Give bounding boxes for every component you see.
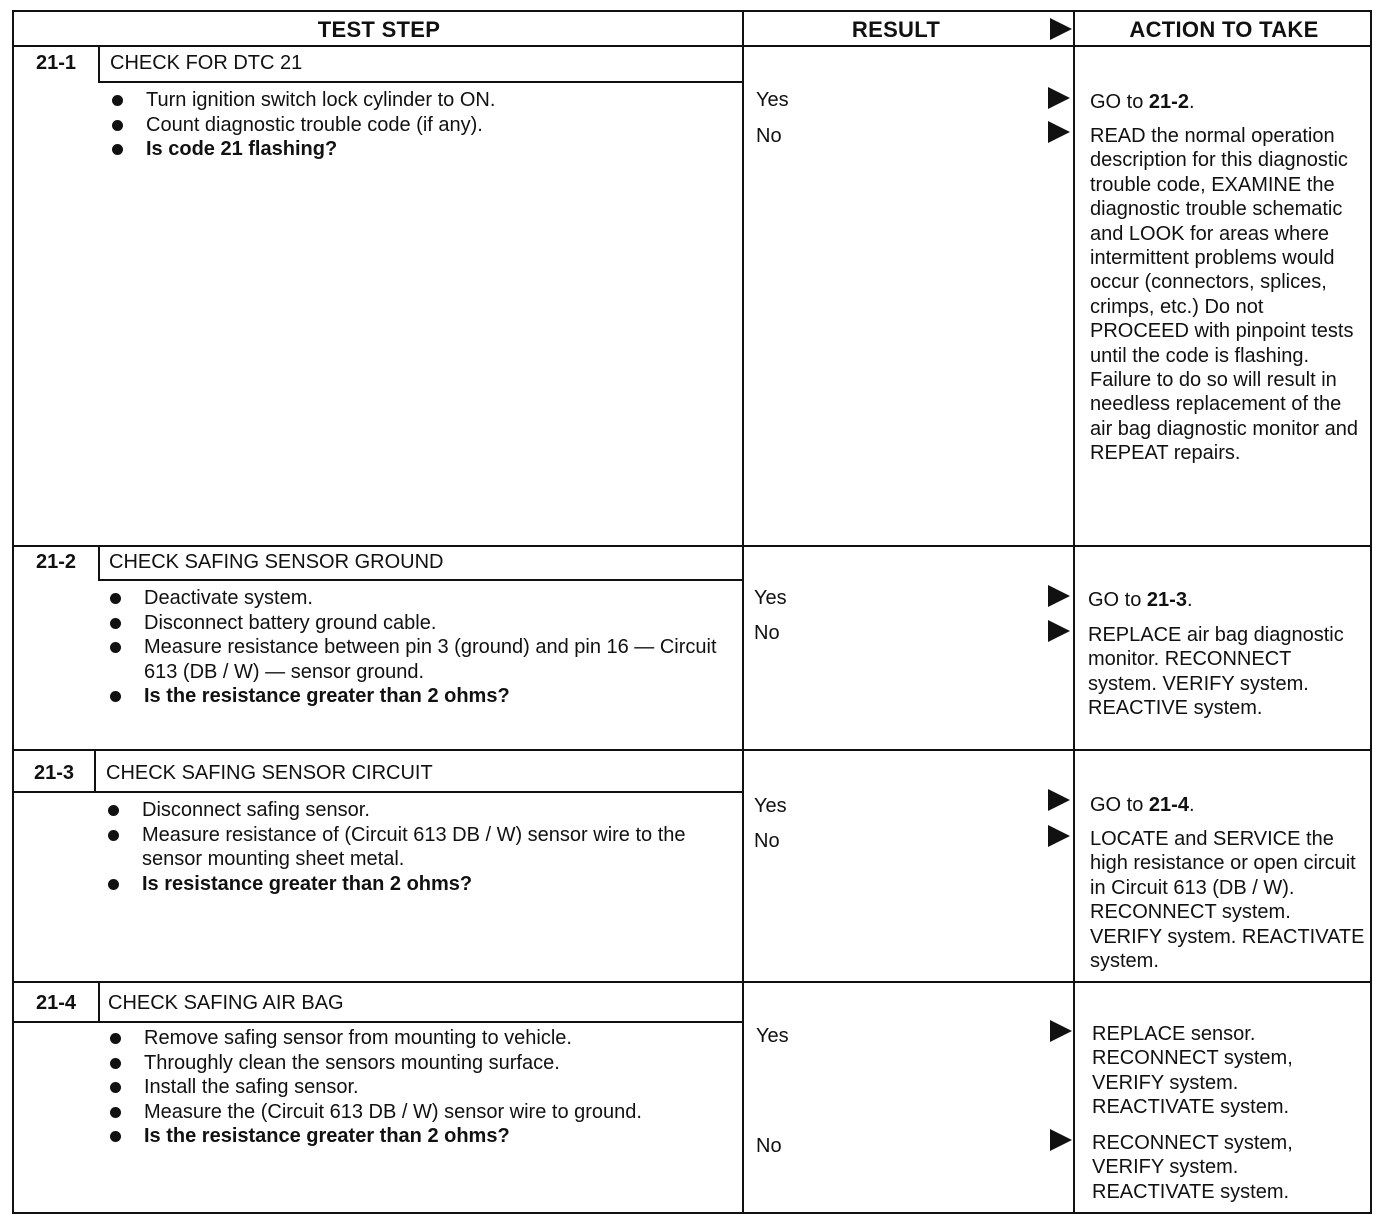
list-item: Measure resistance of (Circuit 613 DB / W) sensor wire to the sensor mounting sheet metal. <box>106 823 706 872</box>
diagnostic-table <box>12 10 1372 1214</box>
step-number: 21-1 <box>35 52 77 74</box>
step-bullets <box>108 1026 688 1149</box>
divider <box>94 750 96 792</box>
action-no: RECONNECT system, VERIFY system. REACTIVATE system. <box>1092 1132 1293 1203</box>
action-no: REPLACE air bag diagnostic monitor. RECONNECT system. VERIFY system. REACTIVE system. <box>1088 624 1344 720</box>
list-item: Remove safing sensor from mounting to vehicle. <box>108 1026 688 1051</box>
step-title: CHECK SAFING SENSOR GROUND <box>109 551 444 573</box>
header-result: RESULT <box>851 17 941 42</box>
result-yes: Yes <box>754 795 787 817</box>
list-item: Turn ignition switch lock cylinder to ON. <box>110 88 730 113</box>
step-title: CHECK SAFING AIR BAG <box>108 992 344 1014</box>
divider <box>14 1021 742 1023</box>
step-link: 21-4 <box>1148 794 1189 816</box>
result-no: No <box>754 622 780 644</box>
step-question: Is resistance greater than 2 ohms? <box>106 872 706 897</box>
list-item: Disconnect battery ground cable. <box>108 611 718 636</box>
divider <box>14 749 1372 751</box>
result-no: No <box>754 830 780 852</box>
step-link: 21-3 <box>1146 589 1187 611</box>
step-question: Is the resistance greater than 2 ohms? <box>108 1124 688 1149</box>
action-text: . <box>1188 794 1195 816</box>
divider <box>1073 12 1075 1214</box>
action-yes: REPLACE sensor. RECONNECT system, VERIFY system. REACTIVATE system. <box>1092 1023 1293 1119</box>
list-item: Disconnect safing sensor. <box>106 798 706 823</box>
step-title: CHECK FOR DTC 21 <box>110 52 303 74</box>
action-text: . <box>1186 589 1193 611</box>
result-no: No <box>756 1135 782 1157</box>
step-link: 21-2 <box>1148 91 1189 113</box>
divider <box>98 81 742 83</box>
step-title: CHECK SAFING SENSOR CIRCUIT <box>106 762 433 784</box>
step-number: 21-2 <box>35 551 77 573</box>
result-yes: Yes <box>756 1025 789 1047</box>
action-text: GO to <box>1088 589 1147 611</box>
arrow-icon <box>1048 121 1070 143</box>
list-item: Deactivate system. <box>108 586 718 611</box>
divider <box>14 791 742 793</box>
arrow-icon <box>1048 825 1070 847</box>
step-bullets <box>108 586 718 709</box>
step-question: Is code 21 flashing? <box>110 137 730 162</box>
action-text: . <box>1188 91 1195 113</box>
step-bullets <box>106 798 706 896</box>
action-text: GO to <box>1090 91 1149 113</box>
arrow-icon <box>1048 585 1070 607</box>
divider <box>14 545 1372 547</box>
action-yes <box>1088 588 1364 612</box>
divider <box>14 981 1372 983</box>
action-yes <box>1090 793 1366 817</box>
divider <box>98 546 100 580</box>
divider <box>98 982 100 1022</box>
result-yes: Yes <box>754 587 787 609</box>
action-yes <box>1090 90 1366 114</box>
header-test-step: TEST STEP <box>317 17 441 42</box>
step-question: Is the resistance greater than 2 ohms? <box>108 684 718 709</box>
step-number: 21-4 <box>35 992 77 1014</box>
arrow-icon <box>1048 620 1070 642</box>
arrow-icon <box>1050 1129 1072 1151</box>
divider <box>14 45 1372 47</box>
action-text: GO to <box>1090 794 1149 816</box>
result-yes: Yes <box>756 89 789 111</box>
list-item: Measure resistance between pin 3 (ground) and pin 16 — Circuit 613 (DB / W) — sensor ground. <box>108 635 718 684</box>
action-no: LOCATE and SERVICE the high resistance or open circuit in Circuit 613 (DB / W). RECONNECT system. VERIFY system. REACTIVATE system. <box>1090 828 1365 973</box>
arrow-icon <box>1048 87 1070 109</box>
result-no: No <box>756 125 782 147</box>
list-item: Throughly clean the sensors mounting surface. <box>108 1051 688 1076</box>
list-item: Count diagnostic trouble code (if any). <box>110 113 730 138</box>
list-item: Install the safing sensor. <box>108 1075 688 1100</box>
step-number: 21-3 <box>33 762 75 784</box>
header-action: ACTION TO TAKE <box>1129 17 1319 42</box>
action-no: READ the normal operation description for this diagnostic trouble code, EXAMINE the diagnostic trouble schematic and LOOK for areas where intermittent problems would occur (connectors, splices, crimps, etc.) Do not PROCEED with pinpoint tests until the code is flashing. Failure to do so will result in needless replacement of the air bag diagnostic monitor and REPEAT repairs. <box>1090 125 1358 465</box>
divider <box>742 12 744 1214</box>
arrow-icon <box>1048 789 1070 811</box>
divider <box>98 46 100 82</box>
divider <box>98 579 742 581</box>
arrow-icon <box>1050 1020 1072 1042</box>
header-arrow-icon <box>1050 18 1072 40</box>
step-bullets <box>110 88 730 162</box>
list-item: Measure the (Circuit 613 DB / W) sensor wire to ground. <box>108 1100 688 1125</box>
